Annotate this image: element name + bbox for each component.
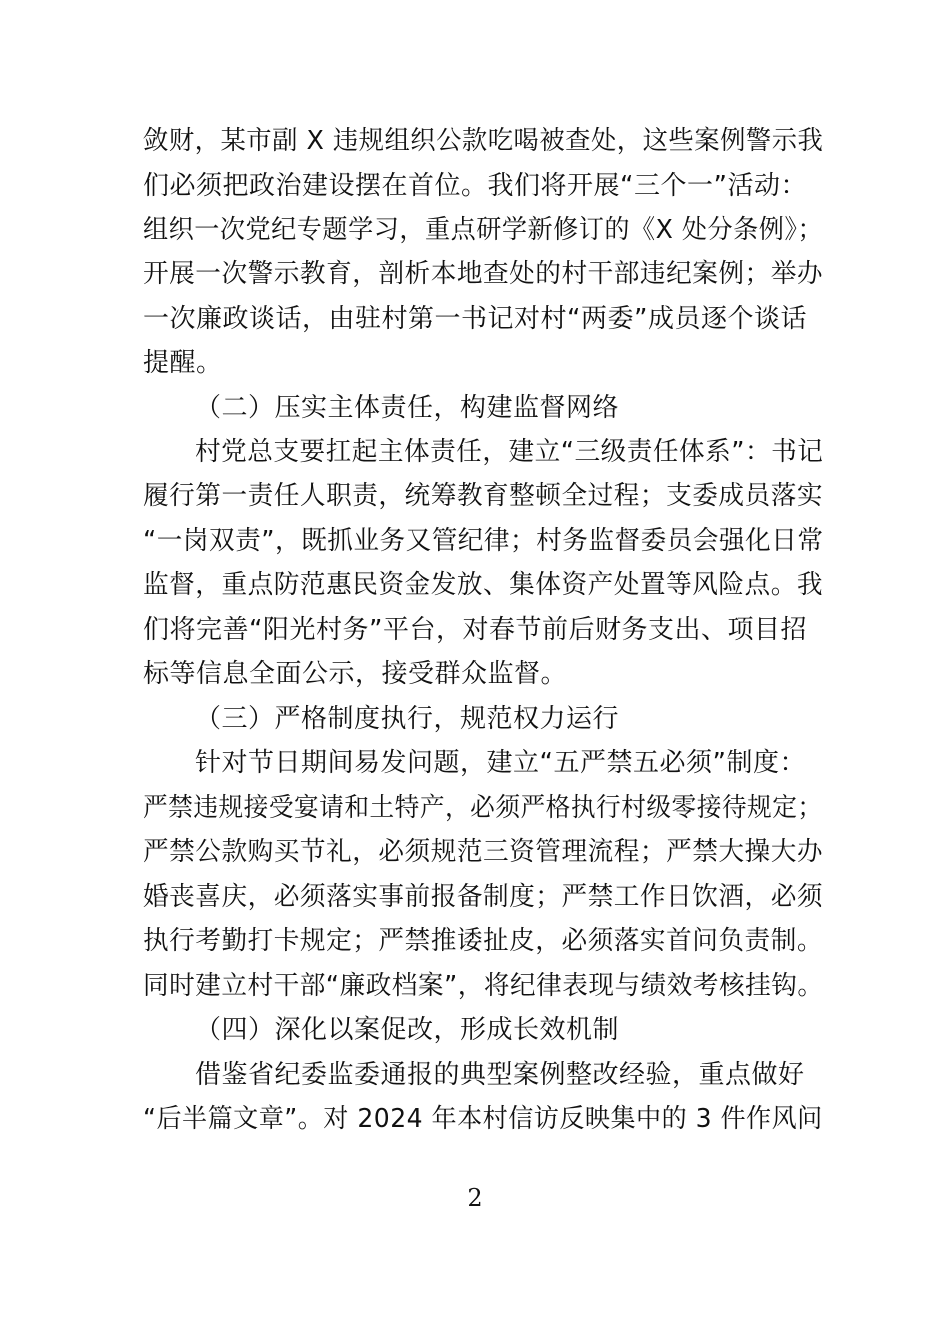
section-heading: （四）深化以案促改，形成长效机制: [195, 1015, 620, 1045]
body-text-line: 执行考勤打卡规定；严禁推诿扯皮，必须落实首问负责制。: [143, 926, 824, 956]
body-text-line: 婚丧喜庆，必须落实事前报备制度；严禁工作日饮酒，必须: [143, 882, 824, 912]
body-text-line: 针对节日期间易发问题，建立“五严禁五必须”制度：: [195, 748, 806, 778]
body-text-line: 履行第一责任人职责，统筹教育整顿全过程；支委成员落实: [143, 481, 824, 511]
page-number: 2: [467, 1184, 483, 1212]
section-heading: （二）压实主体责任，构建监督网络: [195, 393, 620, 423]
body-text-line: 开展一次警示教育，剖析本地查处的村干部违纪案例；举办: [143, 259, 824, 289]
body-text-line: “后半篇文章”。对 2024 年本村信访反映集中的 3 件作风问: [143, 1104, 823, 1134]
body-text-line: 一次廉政谈话，由驻村第一书记对村“两委”成员逐个谈话: [143, 304, 807, 334]
section-heading: （三）严格制度执行，规范权力运行: [195, 704, 620, 734]
body-text-line: “一岗双责”，既抓业务又管纪律；村务监督委员会强化日常: [143, 526, 824, 556]
body-text-line: 严禁违规接受宴请和土特产，必须严格执行村级零接待规定；: [143, 793, 823, 823]
body-text-line: 村党总支要扛起主体责任，建立“三级责任体系”：书记: [195, 437, 824, 467]
body-text-line: 们将完善“阳光村务”平台，对春节前后财务支出、项目招: [143, 615, 807, 645]
body-text-line: 同时建立村干部“廉政档案”，将纪律表现与绩效考核挂钩。: [143, 971, 824, 1001]
body-text-line: 严禁公款购买节礼，必须规范三资管理流程；严禁大操大办: [143, 837, 824, 867]
body-text-line: 敛财，某市副 X 违规组织公款吃喝被查处，这些案例警示我: [143, 126, 824, 156]
body-text-line: 组织一次党纪专题学习，重点研学新修订的《X 处分条例》；: [143, 215, 824, 245]
body-text-line: 监督，重点防范惠民资金发放、集体资产处置等风险点。我: [143, 570, 824, 600]
body-text-line: 提醒。: [143, 348, 223, 378]
body-text-line: 借鉴省纪委监委通报的典型案例整改经验，重点做好: [195, 1060, 805, 1090]
body-text-line: 标等信息全面公示，接受群众监督。: [143, 659, 568, 689]
body-text-line: 们必须把政治建设摆在首位。我们将开展“三个一”活动：: [143, 171, 807, 201]
